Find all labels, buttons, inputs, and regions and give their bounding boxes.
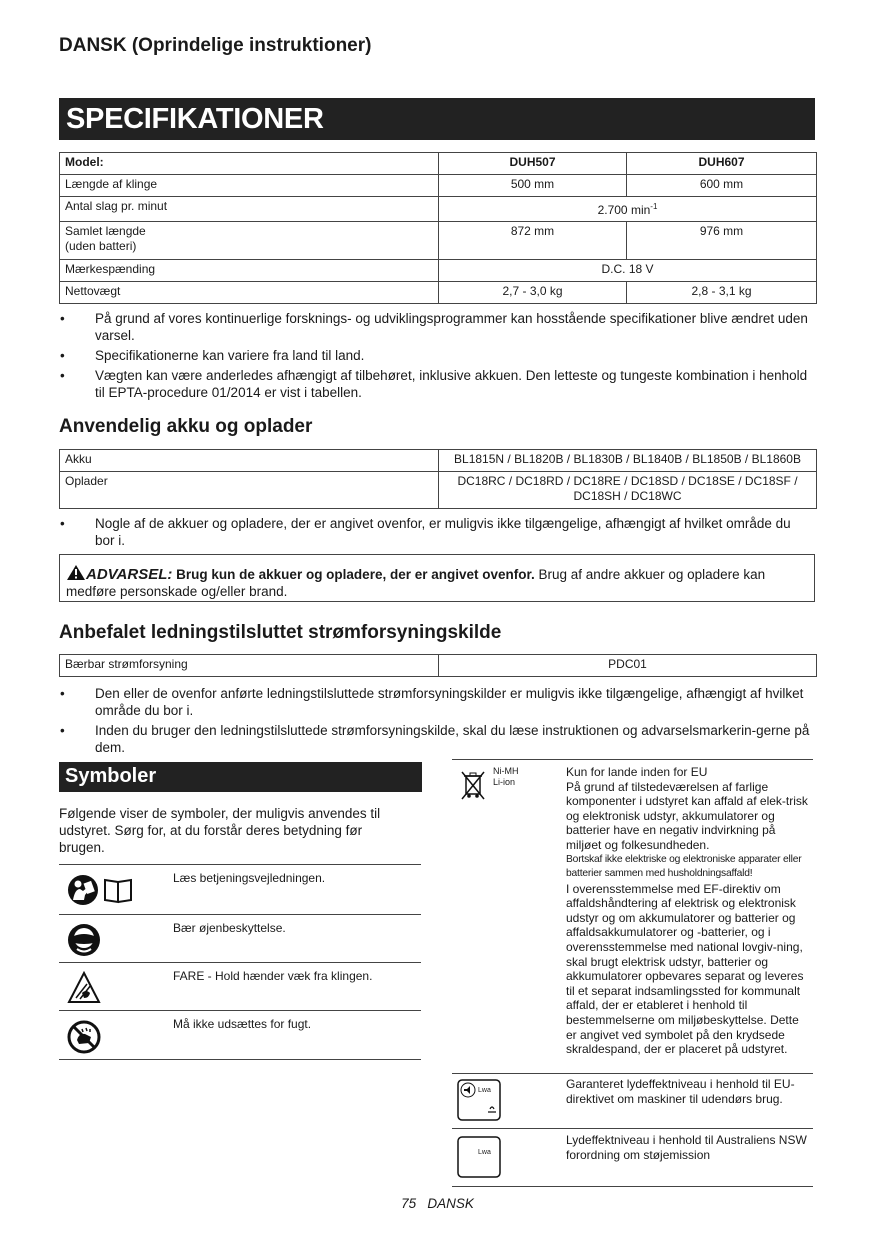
charger-value-line: DC18RC / DC18RD / DC18RE / DC18SD / DC18SE / DC18SF / (457, 474, 798, 488)
page-number: 75 (401, 1196, 417, 1211)
weee-paragraph: På grund af tilstedeværelsen af farlige komponenter i udstyret kan affald af elek-trisk og elektronisk udstyr, akkumulatorer og batterier have en negativ indvirkning på miljøet og folkesundheden. (566, 779, 808, 852)
model-label: Model: (60, 153, 439, 175)
footer-language: DANSK (427, 1196, 474, 1211)
spec-value: 976 mm (627, 222, 817, 260)
spec-value: 872 mm (439, 222, 627, 260)
table-row (60, 175, 817, 197)
warning-label: ADVARSEL: (86, 566, 173, 583)
nimh-tag: Ni-MH (493, 766, 519, 776)
blade-hazard-icon (67, 971, 101, 1010)
model-name: DUH507 (439, 153, 627, 175)
warning-box (59, 554, 815, 602)
spec-label: Længde af klinge (60, 175, 439, 197)
no-moisture-icon (67, 1020, 101, 1059)
spec-value: 2,8 - 3,1 kg (627, 282, 817, 304)
spec-label (60, 222, 439, 260)
power-table (59, 654, 817, 677)
table-row (60, 282, 817, 304)
spec-label: Nettovægt (60, 282, 439, 304)
warning-bold-text: Brug kun de akkuer og opladere, der er angivet ovenfor. (176, 567, 535, 582)
strokes-value: 2.700 min (597, 203, 651, 217)
weee-paragraph: I overensstemmelse med EF-direktiv om affaldshåndtering af elektrisk og elektronisk udstyr og om akkumulatorer og batterier og affaldsakkumulatorer og -batterier, og i overensstemmelse med national lovgiv-ning, skal brugt elektrisk udstyr, batterier og akkumulatorer opbevares separat og leveres til et separat indsamlingssted for kommunalt affald, der er etableret i henhold til bestemmelserne om miljøbeskyttelse. Dette er angivet ved symbolet på den krydsede skraldespand, der er placeret på udstyret. (566, 881, 804, 1057)
power-value: PDC01 (439, 655, 817, 677)
table-row (60, 655, 817, 677)
battery-type-tag (493, 766, 519, 788)
spec-label: Antal slag pr. minut (60, 197, 439, 222)
list-item: • Den eller de ovenfor anførte ledningstilsluttede strømforsyningskilder er muligvis ikke tilgængelige, afhængigt af hvilket område du bor i. (60, 685, 812, 719)
symbol-row (59, 864, 421, 915)
specifications-banner (59, 98, 815, 140)
battery-notes (60, 515, 812, 552)
power-heading: Anbefalet ledningstilsluttet strømforsyningskilde (59, 622, 502, 643)
charger-label: Oplader (60, 472, 439, 509)
charger-value (439, 472, 817, 509)
table-row (60, 260, 817, 282)
battery-table (59, 449, 817, 509)
symbol-row (452, 1128, 813, 1187)
lwa-label: Lwa (478, 1149, 491, 1156)
page-footer (0, 1196, 875, 1211)
symbols-title: Symboler (65, 765, 157, 787)
weee-paragraph: Kun for lande inden for EU (566, 765, 708, 779)
battery-heading: Anvendelig akku og oplader (59, 416, 313, 437)
read-manual-icon (67, 873, 137, 912)
specifications-title: SPECIFIKATIONER (66, 103, 324, 135)
symbol-row (452, 1072, 813, 1129)
spec-value: 500 mm (439, 175, 627, 197)
symbol-row (59, 1010, 421, 1060)
weee-text (566, 765, 811, 1057)
spec-label-line: (uden batteri) (65, 239, 137, 253)
symbol-text: Må ikke udsættes for fugt. (173, 1017, 312, 1031)
charger-value-line: DC18SH / DC18WC (573, 489, 682, 503)
symbols-banner (59, 762, 422, 792)
lwa-label: Lwa (478, 1087, 491, 1094)
battery-label: Akku (60, 450, 439, 472)
crossed-bin-icon (460, 769, 486, 806)
list-item: • Nogle af de akkuer og opladere, der er angivet ovenfor, er muligvis ikke tilgængelige, afhængigt af hvilket område du bor i. (60, 515, 812, 549)
sound-power-eu-icon (457, 1079, 501, 1126)
table-row (60, 450, 817, 472)
power-notes (60, 685, 812, 759)
spec-label-line: Samlet længde (65, 224, 146, 238)
symbol-row (59, 914, 421, 963)
battery-value: BL1815N / BL1820B / BL1830B / BL1840B / BL1850B / BL1860B (439, 450, 817, 472)
symbol-text: Bær øjenbeskyttelse. (173, 921, 286, 935)
spec-value (439, 197, 817, 222)
table-row (60, 197, 817, 222)
warning-triangle-icon (66, 564, 86, 581)
spec-label: Mærkespænding (60, 260, 439, 282)
list-item: • På grund af vores kontinuerlige forsknings- og udviklingsprogrammer kan hosstående specifikationer blive ændret uden varsel. (60, 310, 812, 344)
table-row (60, 472, 817, 509)
power-label: Bærbar strømforsyning (60, 655, 439, 677)
list-item: • Specifikationerne kan variere fra land til land. (60, 347, 812, 364)
table-row (60, 153, 817, 175)
weee-paragraph: Bortskaf ikke elektriske og elektroniske apparater eller batterier sammen med husholdningsaffald! (566, 853, 802, 880)
spec-value: 600 mm (627, 175, 817, 197)
warning-text (66, 564, 808, 600)
warning-body: Brug af andre akkuer og opladere kan medføre personskade og/eller brand. (66, 567, 766, 599)
spec-notes (60, 310, 812, 404)
unit-exponent: -1 (650, 202, 658, 211)
symbol-text: Læs betjeningsvejledningen. (173, 871, 326, 885)
sound-power-au-icon (457, 1136, 501, 1183)
list-item: • Vægten kan være anderledes afhængigt af tilbehøret, inklusive akkuen. Den letteste og tungeste kombination i henhold til EPTA-procedure 01/2014 er vist i tabellen. (60, 367, 812, 401)
spec-value: 2,7 - 3,0 kg (439, 282, 627, 304)
liion-tag: Li-ion (493, 777, 516, 787)
language-heading: DANSK (Oprindelige instruktioner) (59, 35, 372, 56)
symbol-text: FARE - Hold hænder væk fra klingen. (173, 969, 373, 983)
symbol-row (59, 962, 421, 1011)
model-name: DUH607 (627, 153, 817, 175)
list-item: • Inden du bruger den ledningstilsluttede strømforsyningskilde, skal du læse instruktionen og advarselsmarkerin-gerne på dem. (60, 722, 812, 756)
specifications-table (59, 152, 817, 304)
symbol-text: Garanteret lydeffektniveau i henhold til EU-direktivet om maskiner til udendørs brug. (566, 1077, 795, 1106)
symbol-row (452, 759, 813, 1074)
spec-value: D.C. 18 V (439, 260, 817, 282)
symbols-intro: Følgende viser de symboler, der muligvis anvendes til udstyret. Sørg for, at du forstår deres betydning før brugen. (59, 806, 381, 855)
eye-protection-icon (67, 923, 101, 962)
table-row (60, 222, 817, 260)
symbol-text: Lydeffektniveau i henhold til Australiens NSW forordning om støjemission (566, 1133, 807, 1162)
